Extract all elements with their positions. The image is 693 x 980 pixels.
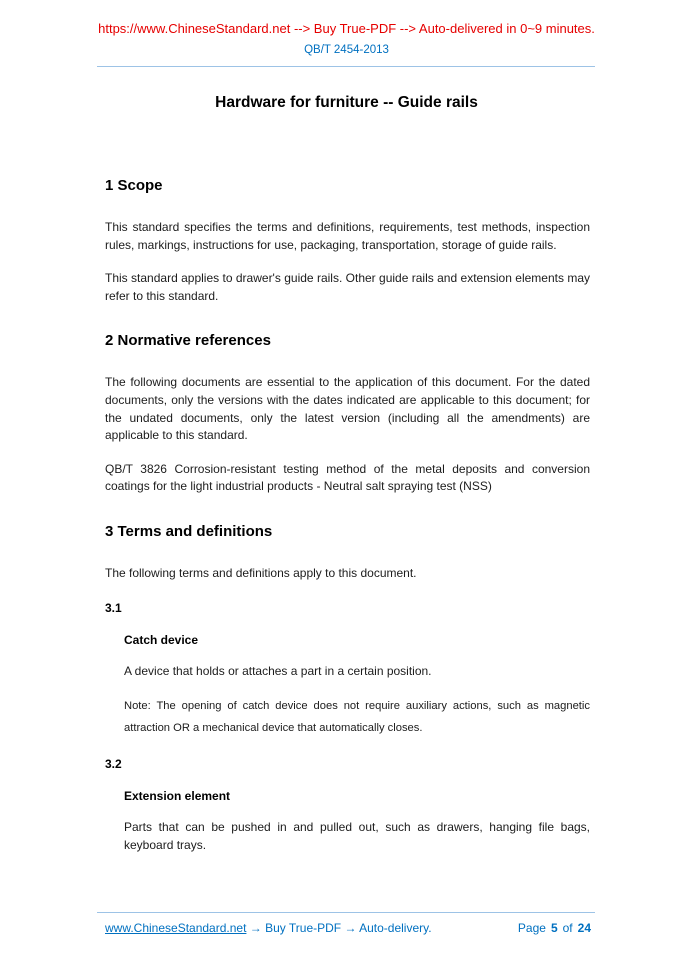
- terms-intro-paragraph: The following terms and definitions apply to this document.: [105, 565, 417, 580]
- page-footer: [97, 912, 595, 935]
- footer-site-link[interactable]: www.ChineseStandard.net: [105, 921, 247, 935]
- footer-promo-text: → Buy True-PDF → Auto-delivery.: [246, 921, 432, 935]
- term-name: Extension element: [124, 789, 231, 804]
- term-note: Note: The opening of catch device does not require auxiliary actions, such as magnetic attraction OR a mechanical device that automatically closes.: [124, 700, 590, 734]
- total-pages: 24: [577, 921, 591, 935]
- footer-promo: [97, 921, 432, 935]
- section-heading-normative-references: 2 Normative references: [105, 332, 271, 350]
- normative-paragraph-1: The following documents are essential to the application of this document. For the dated documents, only the versions with the dates indicated are applicable to this document; for the undated documents, only the latest version (including all the amendments) are applicable to this standard.: [105, 375, 590, 443]
- document-body: [105, 176, 590, 854]
- page-label: Page: [517, 921, 546, 935]
- scope-paragraph-2: This standard applies to drawer's guide rails. Other guide rails and extension elements may refer to this standard.: [105, 271, 590, 303]
- section-heading-terms-and-definitions: 3 Terms and definitions: [105, 522, 273, 540]
- page-number: 5: [550, 921, 558, 935]
- term-definition: Parts that can be pushed in and pulled out, such as drawers, hanging file bags, keyboard trays.: [124, 820, 590, 852]
- header-divider: [97, 66, 595, 67]
- standard-code: QB/T 2454-2013: [304, 44, 389, 56]
- section-heading-scope: 1 Scope: [105, 177, 163, 194]
- term-entry-extension-element: [124, 789, 590, 854]
- page-indicator: [518, 921, 595, 935]
- of-label: of: [562, 921, 573, 935]
- term-number-3-2: 3.2: [105, 757, 122, 772]
- document-title: Hardware for furniture -- Guide rails: [215, 94, 478, 111]
- term-name: Catch device: [124, 632, 199, 647]
- promo-link[interactable]: https://www.ChineseStandard.net --> Buy True-PDF --> Auto-delivered in 0~9 minutes.: [98, 21, 595, 36]
- normative-paragraph-2: QB/T 3826 Corrosion-resistant testing method of the metal deposits and conversion coatings for the light industrial products - Neutral salt spraying test (NSS): [105, 461, 590, 494]
- term-entry-catch-device: [124, 633, 590, 740]
- term-number-3-1: 3.1: [105, 600, 122, 615]
- term-definition: A device that holds or attaches a part in a certain position.: [124, 663, 432, 678]
- scope-paragraph-1: This standard specifies the terms and definitions, requirements, test methods, inspection rules, markings, instructions for use, packaging, transportation, storage of guide rails.: [105, 220, 590, 252]
